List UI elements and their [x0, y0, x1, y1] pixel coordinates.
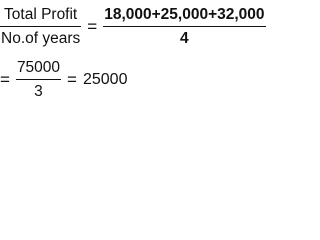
fraction-denominator: No.of years: [1, 30, 81, 47]
equals-sign: =: [0, 70, 10, 90]
equals-sign: =: [67, 70, 77, 90]
fraction-numerator: 75000: [16, 59, 61, 76]
fraction-bar: [0, 26, 81, 28]
fraction-denominator: 3: [34, 83, 43, 100]
fraction-numerator: 18,000+25,000+32,000: [104, 6, 265, 23]
equals-sign: =: [87, 17, 98, 37]
total-profit-over-years-fraction: [0, 7, 81, 47]
fraction-numerator: Total Profit: [4, 6, 78, 23]
formula-line-1: [0, 7, 266, 47]
fraction-bar: [16, 79, 61, 81]
fraction-bar: [103, 26, 265, 28]
seventy-five-thousand-over-three-fraction: [16, 60, 61, 100]
formula-line-2: [0, 60, 127, 100]
sum-over-four-fraction: [103, 7, 265, 47]
fraction-denominator: 4: [180, 30, 189, 47]
result-value: 25000: [82, 70, 128, 88]
